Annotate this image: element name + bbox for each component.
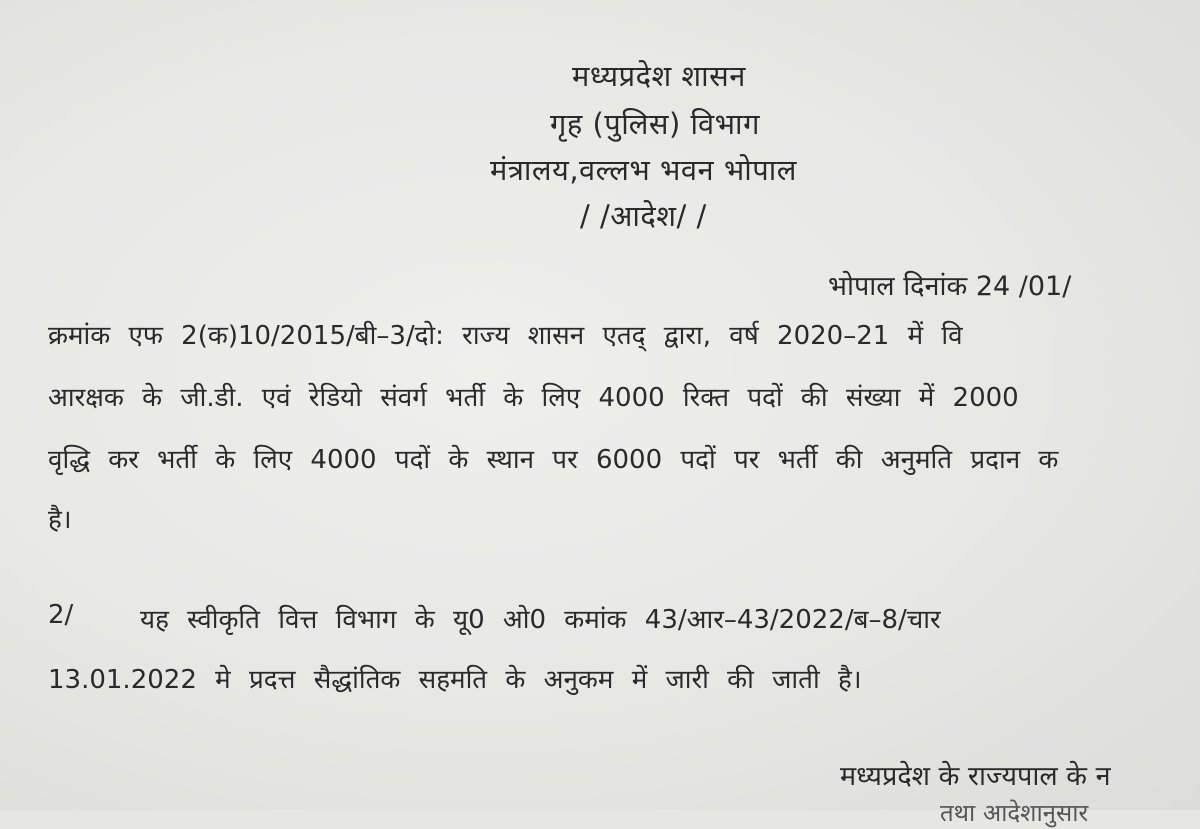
- para1-line4: है।: [48, 505, 72, 535]
- para1-line3: वृद्धि कर भर्ती के लिए 4000 पदों के स्थान पर 6000 पदों पर भर्ती की अनुमति प्रदान क: [48, 445, 1059, 475]
- signature-line: मध्यप्रदेश के राज्यपाल के न: [840, 761, 1111, 792]
- order-date: भोपाल दिनांक 24 /01/: [828, 271, 1072, 302]
- header-government: मध्यप्रदेश शासन: [572, 59, 746, 93]
- para2-number: 2/: [48, 600, 74, 630]
- para1-line2: आरक्षक के जी.डी. एवं रेडियो संवर्ग भर्ती के लिए 4000 रिक्त पदों की संख्या में 2000: [48, 383, 1019, 413]
- para2-line2: 13.01.2022 मे प्रदत्त सैद्धांतिक सहमति के अनुकम में जारी की जाती है।: [48, 665, 862, 695]
- header-order-title: / /आदेश/ /: [580, 199, 707, 233]
- signature-line-cut: तथा आदेशानुसार: [940, 799, 1089, 827]
- header-department: गृह (पुलिस) विभाग: [550, 107, 760, 141]
- para1-line1: क्रमांक एफ 2(क)10/2015/बी–3/दो: राज्य शासन एतद् द्वारा, वर्ष 2020–21 में वि: [48, 321, 963, 351]
- header-address: मंत्रालय,वल्लभ भवन भोपाल: [490, 153, 797, 187]
- para2-line1: यह स्वीकृति वित्त विभाग के यू0 ओ0 कमांक 43/आर–43/2022/ब–8/चार: [140, 605, 941, 635]
